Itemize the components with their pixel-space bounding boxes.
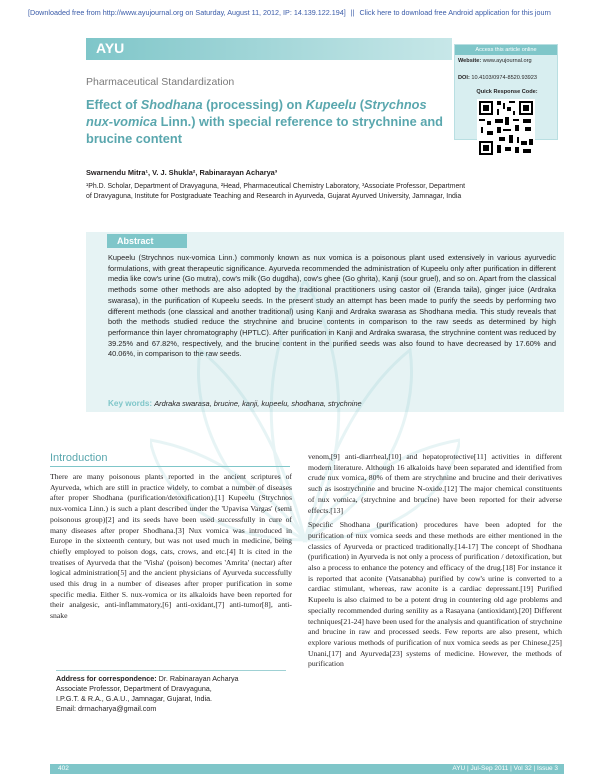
journal-citation: AYU | Jul-Sep 2011 | Vol 32 | Issue 3 [452, 765, 558, 772]
journal-header-bar [86, 38, 452, 60]
doi-value: 10.4103/0974-8520.93923 [471, 75, 538, 81]
correspondence-email[interactable]: Email: drrnacharya@gmail.com [56, 704, 157, 713]
page-footer [50, 764, 564, 774]
intro-paragraph-3: Specific Shodhana (purification) procedures have been adopted for the purification of nux vomica seeds and these methods are either mentioned in the classics of Ayurveda or practiced traditionally.[14-17] The concept of Shodhana (purification) in Ayurveda is not only a process of purification / detoxification, but also a process to enhance the potency and efficacy of the drug.[18] For instance it is reported that aconite (Vatsanabha) purified by cow's urine is converted to a cardiac stimulant, whereas, raw aconite is a cardiac depressant.[19] Purified Kupeelu is also claimed to be a potent drug in countering old age problems and specially recommended during senility as a Rasayana (antioxidant).[20] Different techniques[21-24] have been used for the analysis and quantification of strychnine and brucine in raw and processed seeds. Few reports are also present, which explore various methods of purification of nux vomica seeds as per Chinese,[25] Unani,[17] and Ayurveda[23] systems of medicine. However, the methods of purification [308, 520, 562, 669]
download-info-link[interactable]: [Downloaded free from http://www.ayujournal.org on Saturday, August 11, 2012, IP: 14.139.122.194] [28, 8, 346, 17]
website-link[interactable]: www.ayujournal.org [482, 58, 532, 64]
keywords-label: Key words: [108, 399, 153, 408]
abstract-heading: Abstract [107, 234, 187, 248]
correspondence-name: Dr. Rabinarayan Acharya [156, 674, 239, 683]
correspondence-line-1: Associate Professor, Department of Dravyaguna, [56, 684, 212, 693]
introduction-heading: Introduction [50, 452, 108, 464]
intro-paragraph-1: There are many poisonous plants reported in the ancient scriptures of Ayurveda, which are still in practice widely, to combat a number of diseases after proper Shodhana (purification/detoxification).[1] Kupeelu (Strychnos nux-vomica Linn.) is such a plant described under the 'Upavisa Vargas' (semi poisonous group)[2] and its seeds have been used successfully in cure of many diseases after proper Shodhana.[3] Nux vomica was introduced in Europe in the sixteenth century, but was not used much in medicine, being chiefly employed to poison dogs, cats, crows, and etc.[4] It is cited in the treatises of Ayurveda that the 'Visha' (poison) becomes 'Amrita' (nectar) after logical administration[5] and the ancient physicians of Ayurveda successfully used this drug in a number of diseases after proper purification in some specific media. Either S. nux-vomica or its alkaloids have been reported for their analgesic, anti-inflammatory,[6] anti-oxidant,[7] anti-tumor[8], anti-snake [50, 472, 292, 621]
qr-code-icon [477, 99, 535, 157]
keywords-list: Ardraka swarasa, brucine, kanji, kupeelu, shodhana, strychnine [154, 399, 362, 408]
correspondence-header [56, 674, 286, 684]
access-online-box [454, 44, 558, 140]
website-label: Website: [458, 58, 482, 64]
website-row [458, 58, 556, 64]
download-banner[interactable] [0, 8, 600, 20]
android-app-link[interactable]: Click here to download free Android application for this journ [359, 8, 551, 17]
journal-abbr: AYU [96, 40, 125, 56]
right-column [308, 452, 562, 674]
affiliation: ¹Ph.D. Scholar, Department of Dravyaguna, ²Head, Pharmaceutical Chemistry Laboratory, ³Associate Professor, Department of Dravyaguna, Institute for Postgraduate Teaching and Research in Ayurveda, Gujarat Ayurved University, Jamnagar, India [86, 183, 466, 200]
access-header: Access this article online [455, 45, 557, 55]
intro-paragraph-2: venom,[9] anti-diarrheal,[10] and hepatoprotective[11] activities in different modern literature. Although 16 alkaloids have been separated and identified from crude nux vomica, 80% of them are strychnine and brucine and their derivatives such as isostrychnine and brucine N-oxide.[12] The major chemical constituents of nux vomica, (strychnine and brucine) have been reported for their adverse effects.[13] [308, 452, 562, 515]
correspondence-line-2: I.P.G.T. & R.A., G.A.U., Jamnagar, Gujarat, India. [56, 694, 213, 703]
banner-separator: || [350, 8, 355, 17]
abstract-text: Kupeelu (Strychnos nux-vomica Linn.) commonly known as nux vomica is a poisonous plant used extensively in various ayurvedic formulations, with great therapeutic significance. Ayurveda recommended the administration of Kupeelu only after purification in different media like cow's urine (Go mutra), cow's milk (Go dugdha), cow's ghee (Go ghrita), Kanji (sour gruel), and so on. Apart from the classical methods some other methods are also adopted by the traditional practitioners using castor oil (Eranda taila), ginger juice (Ardraka swarasa), in the purification of Kupeelu seeds. In the present study an attempt has been made to purify the seeds by performing two different methods (one classical and another traditional) using Kanji and Ardraka swarasa as Shodhana media. This study reveals that both the methods studied reduce the strychnine and brucine contents in comparison to the raw seeds as determined by high performance thin layer chromatography (HPTLC). After purification in Kanji and Ardraka swarasa, the strychnine content was reduced by 39.25% and 67.82%, respectively, and the brucine content in the purified seeds was also found to have decreased by 17.60% and 40.06%, in comparison to the raw seeds. [108, 253, 556, 359]
correspondence-box [56, 670, 286, 714]
doi-row [458, 75, 556, 81]
left-column [50, 472, 292, 626]
correspondence-label: Address for correspondence: [56, 674, 157, 683]
keywords [108, 399, 556, 408]
qr-label: Quick Response Code: [476, 89, 538, 95]
page-number: 402 [58, 765, 69, 772]
doi-label: DOI: [458, 75, 470, 81]
author-list: Swarnendu Mitra¹, V. J. Shukla², Rabinarayan Acharya³ [86, 168, 278, 177]
introduction-rule [50, 466, 290, 467]
article-title: Effect of Shodhana (processing) on Kupeelu (Strychnos nux-vomica Linn.) with special reference to strychnine and brucine content [86, 97, 443, 146]
section-heading: Pharmaceutical Standardization [86, 76, 235, 88]
